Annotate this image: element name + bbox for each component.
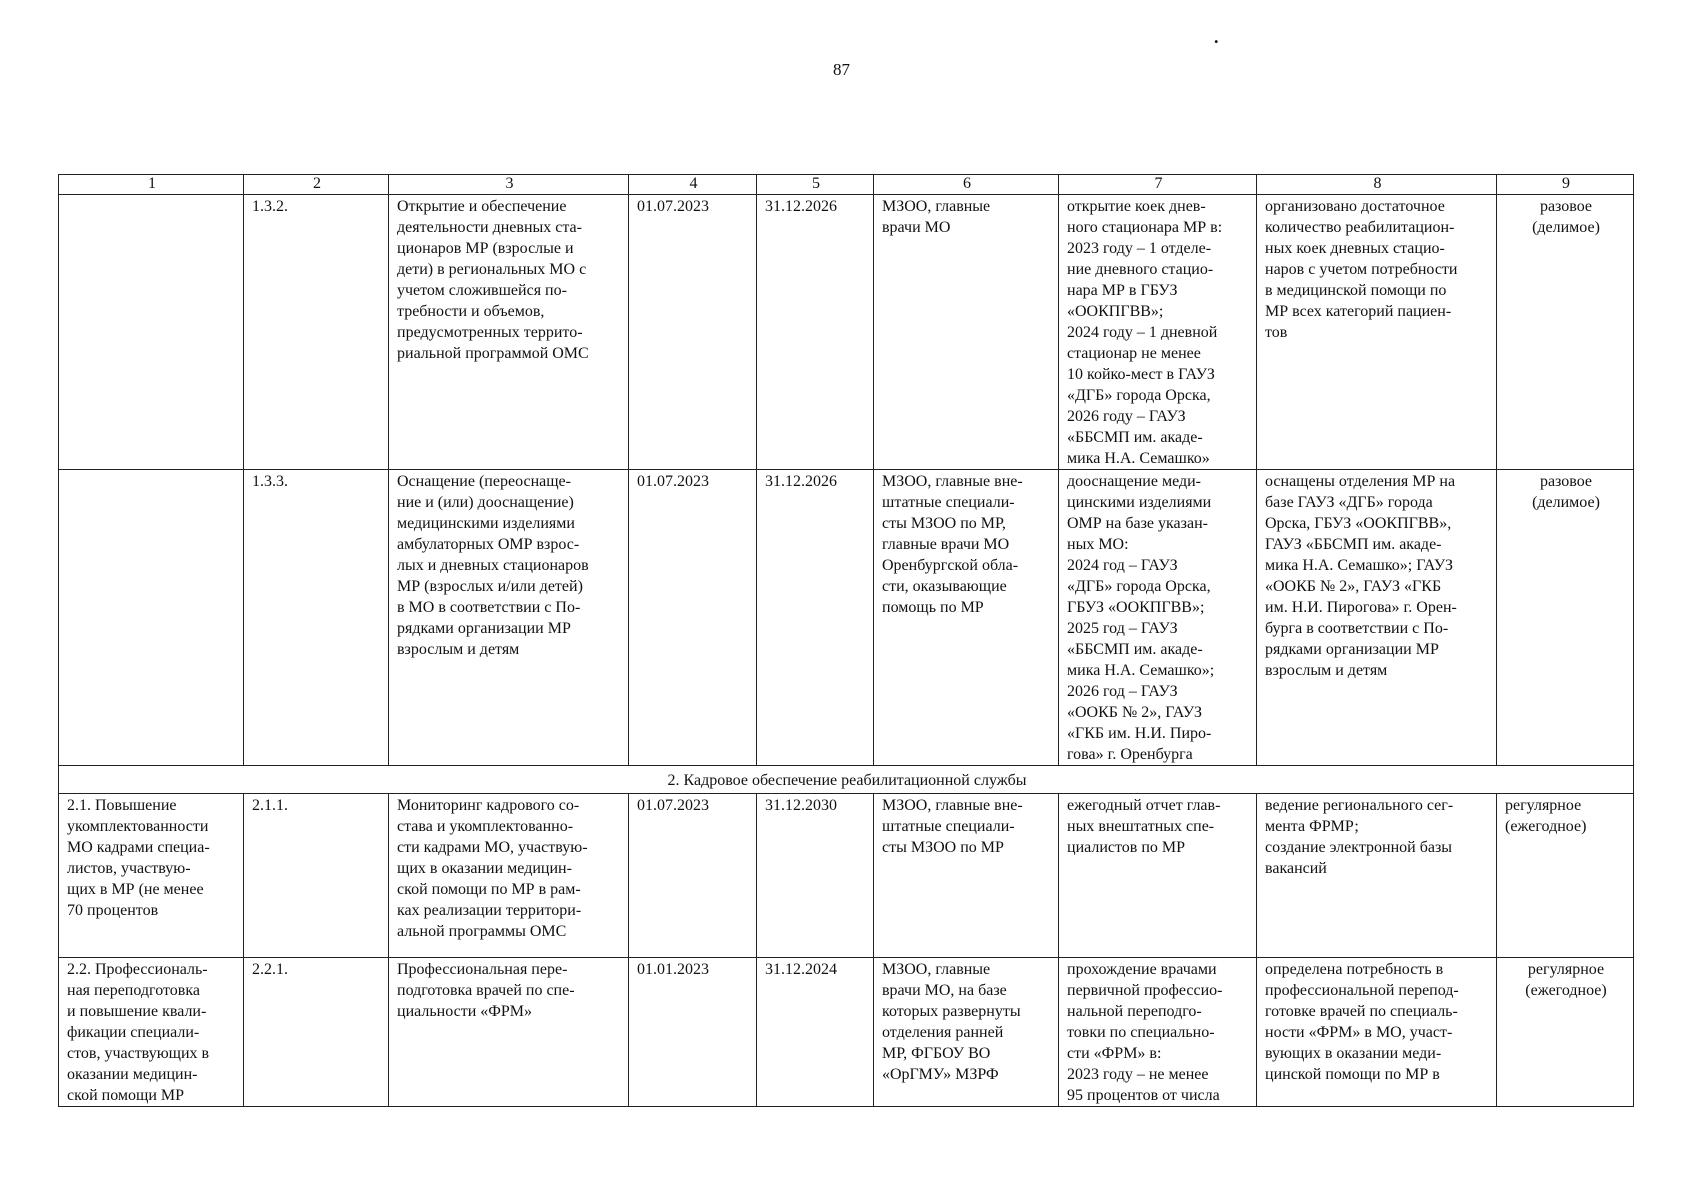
column-number: 2 <box>244 175 389 195</box>
type-cell: разовое (делимое) <box>1497 470 1634 766</box>
start-date-cell: 01.01.2023 <box>629 958 757 1107</box>
task-cell: 2.1. Повышение укомплектованности МО кадрами специа- листов, участвую- щих в МР (не менее 70 процентов <box>59 794 244 958</box>
column-number: 9 <box>1497 175 1634 195</box>
type-cell: регулярное (ежегодное) <box>1497 794 1634 958</box>
table-row <box>59 794 1634 958</box>
item-number-cell: 2.1.1. <box>244 794 389 958</box>
activity-cell: Мониторинг кадрового со- става и укомплектованно- сти кадрами МО, участвую- щих в оказании медицин- ской помощи по МР в рам- ках реализации территори- альной программы ОМС <box>389 794 629 958</box>
indicator-cell: ежегодный отчет глав- ных внештатных спе- циалистов по МР <box>1059 794 1257 958</box>
item-number-cell: 2.2.1. <box>244 958 389 1107</box>
end-date-cell: 31.12.2026 <box>757 195 874 470</box>
activity-cell: Профессиональная пере- подготовка врачей по спе- циальности «ФРМ» <box>389 958 629 1107</box>
table-row <box>59 470 1634 766</box>
task-cell: 2.2. Профессиональ- ная переподготовка и повышение квали- фикации специали- стов, участвующих в оказании медицин- ской помощи МР <box>59 958 244 1107</box>
responsible-cell: МЗОО, главные вне- штатные специали- сты МЗОО по МР <box>874 794 1059 958</box>
page-number: 87 <box>833 60 850 79</box>
column-number: 8 <box>1257 175 1497 195</box>
action-plan-table <box>58 174 1634 1107</box>
end-date-cell: 31.12.2030 <box>757 794 874 958</box>
result-cell: ведение регионального сег- мента ФРМР; создание электронной базы вакансий <box>1257 794 1497 958</box>
end-date-cell: 31.12.2026 <box>757 470 874 766</box>
result-cell: определена потребность в профессиональной перепод- готовке врачей по специаль- ности «ФРМ» в МО, участ- вующих в оказании меди- цинской помощи по МР в <box>1257 958 1497 1107</box>
end-date-cell: 31.12.2024 <box>757 958 874 1107</box>
responsible-cell: МЗОО, главные врачи МО, на базе которых развернуты отделения ранней МР, ФГБОУ ВО «ОрГМУ» МЗРФ <box>874 958 1059 1107</box>
type-cell: разовое (делимое) <box>1497 195 1634 470</box>
responsible-cell: МЗОО, главные вне- штатные специали- сты МЗОО по МР, главные врачи МО Оренбургской обла- сти, оказывающие помощь по МР <box>874 470 1059 766</box>
task-cell <box>59 195 244 470</box>
start-date-cell: 01.07.2023 <box>629 470 757 766</box>
table-row <box>59 195 1634 470</box>
column-number: 6 <box>874 175 1059 195</box>
activity-cell: Открытие и обеспечение деятельности дневных ста- ционаров МР (взрослые и дети) в региональных МО с учетом сложившейся по- требности и объемов, предусмотренных террито- риальной программой ОМС <box>389 195 629 470</box>
page-dot: . <box>1214 27 1219 47</box>
indicator-cell: открытие коек днев- ного стационара МР в: 2023 году – 1 отделе- ние дневного стацио- нара МР в ГБУЗ «ООКПГВВ»; 2024 году – 1 дневной стационар не менее 10 койко-мест в ГАУЗ «ДГБ» города Орска, 2026 году – ГАУЗ «ББСМП им. акаде- мика Н.А. Семашко» <box>1059 195 1257 470</box>
column-numbers-row <box>59 175 1634 195</box>
column-number: 3 <box>389 175 629 195</box>
column-number: 7 <box>1059 175 1257 195</box>
column-number: 5 <box>757 175 874 195</box>
type-cell: регулярное (ежегодное) <box>1497 958 1634 1107</box>
table-row <box>59 958 1634 1107</box>
item-number-cell: 1.3.3. <box>244 470 389 766</box>
indicator-cell: прохождение врачами первичной профессио- нальной переподго- товки по специально- сти «ФРМ» в: 2023 году – не менее 95 процентов от числа <box>1059 958 1257 1107</box>
responsible-cell: МЗОО, главные врачи МО <box>874 195 1059 470</box>
item-number-cell: 1.3.2. <box>244 195 389 470</box>
start-date-cell: 01.07.2023 <box>629 794 757 958</box>
indicator-cell: дооснащение меди- цинскими изделиями ОМР на базе указан- ных МО: 2024 год – ГАУЗ «ДГБ» города Орска, ГБУЗ «ООКПГВВ»; 2025 год – ГАУЗ «ББСМП им. акаде- мика Н.А. Семашко»; 2026 год – ГАУЗ «ООКБ № 2», ГАУЗ «ГКБ им. Н.И. Пиро- гова» г. Оренбурга <box>1059 470 1257 766</box>
task-cell <box>59 470 244 766</box>
section-title: 2. Кадровое обеспечение реабилитационной службы <box>59 766 1634 794</box>
section-row <box>59 766 1634 794</box>
start-date-cell: 01.07.2023 <box>629 195 757 470</box>
activity-cell: Оснащение (переоснаще- ние и (или) дооснащение) медицинскими изделиями амбулаторных ОМР взрос- лых и дневных стационаров МР (взрослых и/или детей) в МО в соответствии с По- рядками организации МР взрослым и детям <box>389 470 629 766</box>
result-cell: организовано достаточное количество реабилитацион- ных коек дневных стацио- наров с учетом потребности в медицинской помощи по МР всех категорий пациен- тов <box>1257 195 1497 470</box>
result-cell: оснащены отделения МР на базе ГАУЗ «ДГБ» города Орска, ГБУЗ «ООКПГВВ», ГАУЗ «ББСМП им. акаде- мика Н.А. Семашко»; ГАУЗ «ООКБ № 2», ГАУЗ «ГКБ им. Н.И. Пирогова» г. Орен- бурга в соответствии с По- рядками организации МР взрослым и детям <box>1257 470 1497 766</box>
column-number: 4 <box>629 175 757 195</box>
column-number: 1 <box>59 175 244 195</box>
